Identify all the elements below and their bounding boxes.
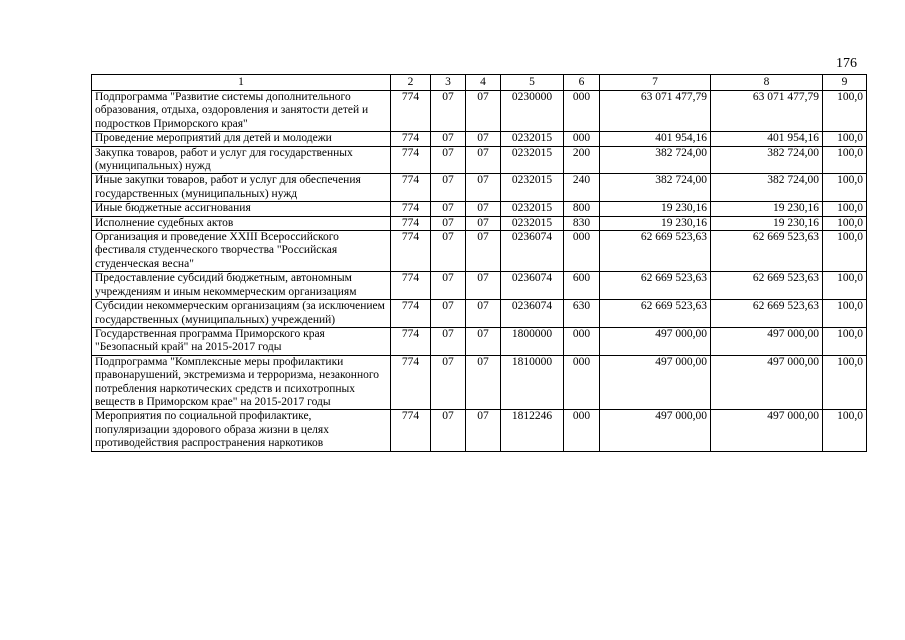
subsection-code: 07 [466,300,501,328]
expense-type-code: 000 [564,355,600,410]
executed-amount: 382 724,00 [711,174,823,202]
section-code: 07 [431,216,466,230]
executed-amount: 497 000,00 [711,327,823,355]
planned-amount: 401 954,16 [600,132,711,146]
row-name: Мероприятия по социальной профилактике, популяризации здорового образа жизни в целях противодействия распространения наркотиков [92,410,391,451]
subsection-code: 07 [466,355,501,410]
ministry-code: 774 [391,202,431,216]
expense-type-code: 800 [564,202,600,216]
ministry-code: 774 [391,231,431,272]
planned-amount: 497 000,00 [600,355,711,410]
section-code: 07 [431,327,466,355]
ministry-code: 774 [391,91,431,132]
page-number: 176 [836,56,857,71]
target-article-code: 0230000 [501,91,564,132]
executed-amount: 497 000,00 [711,355,823,410]
planned-amount: 62 669 523,63 [600,300,711,328]
column-header: 2 [391,75,431,91]
executed-amount: 382 724,00 [711,146,823,174]
target-article-code: 1810000 [501,355,564,410]
table-row [92,132,867,146]
expense-type-code: 830 [564,216,600,230]
column-header: 3 [431,75,466,91]
executed-amount: 401 954,16 [711,132,823,146]
ministry-code: 774 [391,327,431,355]
section-code: 07 [431,174,466,202]
table-row [92,202,867,216]
table-row [92,300,867,328]
planned-amount: 63 071 477,79 [600,91,711,132]
executed-amount: 19 230,16 [711,216,823,230]
execution-percent: 100,0 [823,132,867,146]
section-code: 07 [431,146,466,174]
execution-percent: 100,0 [823,216,867,230]
row-name: Предоставление субсидий бюджетным, автономным учреждениям и иным некоммерческим организациям [92,272,391,300]
target-article-code: 0232015 [501,132,564,146]
execution-percent: 100,0 [823,231,867,272]
expense-type-code: 000 [564,327,600,355]
column-header: 8 [711,75,823,91]
planned-amount: 382 724,00 [600,174,711,202]
subsection-code: 07 [466,272,501,300]
section-code: 07 [431,410,466,451]
execution-percent: 100,0 [823,327,867,355]
column-header: 9 [823,75,867,91]
expense-type-code: 000 [564,132,600,146]
ministry-code: 774 [391,272,431,300]
target-article-code: 0236074 [501,300,564,328]
row-name: Исполнение судебных актов [92,216,391,230]
row-name: Проведение мероприятий для детей и молодежи [92,132,391,146]
executed-amount: 19 230,16 [711,202,823,216]
execution-percent: 100,0 [823,146,867,174]
execution-percent: 100,0 [823,202,867,216]
column-header: 5 [501,75,564,91]
table-row [92,231,867,272]
row-name: Иные бюджетные ассигнования [92,202,391,216]
column-header: 1 [92,75,391,91]
subsection-code: 07 [466,216,501,230]
row-name: Подпрограмма "Развитие системы дополнительного образования, отдыха, оздоровления и занятости детей и подростков Приморского края" [92,91,391,132]
execution-percent: 100,0 [823,410,867,451]
row-name: Организация и проведение XXIII Всероссийского фестиваля студенческого творчества "Российская студенческая весна" [92,231,391,272]
table-row [92,146,867,174]
executed-amount: 62 669 523,63 [711,272,823,300]
table-row [92,327,867,355]
target-article-code: 0236074 [501,231,564,272]
expense-type-code: 630 [564,300,600,328]
expense-type-code: 240 [564,174,600,202]
row-name: Государственная программа Приморского края "Безопасный край" на 2015-2017 годы [92,327,391,355]
planned-amount: 497 000,00 [600,327,711,355]
section-code: 07 [431,272,466,300]
table-row [92,174,867,202]
header-row [92,75,867,91]
subsection-code: 07 [466,91,501,132]
subsection-code: 07 [466,231,501,272]
ministry-code: 774 [391,300,431,328]
subsection-code: 07 [466,174,501,202]
execution-percent: 100,0 [823,174,867,202]
column-header: 4 [466,75,501,91]
ministry-code: 774 [391,174,431,202]
subsection-code: 07 [466,132,501,146]
expense-type-code: 000 [564,91,600,132]
subsection-code: 07 [466,146,501,174]
execution-percent: 100,0 [823,300,867,328]
section-code: 07 [431,300,466,328]
planned-amount: 382 724,00 [600,146,711,174]
expense-type-code: 200 [564,146,600,174]
execution-percent: 100,0 [823,355,867,410]
column-header: 7 [600,75,711,91]
expense-type-code: 600 [564,272,600,300]
target-article-code: 1812246 [501,410,564,451]
subsection-code: 07 [466,202,501,216]
ministry-code: 774 [391,355,431,410]
subsection-code: 07 [466,410,501,451]
column-header: 6 [564,75,600,91]
executed-amount: 62 669 523,63 [711,300,823,328]
executed-amount: 62 669 523,63 [711,231,823,272]
target-article-code: 1800000 [501,327,564,355]
section-code: 07 [431,132,466,146]
target-article-code: 0232015 [501,146,564,174]
section-code: 07 [431,202,466,216]
planned-amount: 62 669 523,63 [600,272,711,300]
expense-type-code: 000 [564,231,600,272]
row-name: Иные закупки товаров, работ и услуг для обеспечения государственных (муниципальных) нужд [92,174,391,202]
budget-table [91,74,867,452]
execution-percent: 100,0 [823,272,867,300]
table-row [92,272,867,300]
ministry-code: 774 [391,146,431,174]
planned-amount: 62 669 523,63 [600,231,711,272]
section-code: 07 [431,231,466,272]
target-article-code: 0232015 [501,202,564,216]
expense-type-code: 000 [564,410,600,451]
section-code: 07 [431,91,466,132]
executed-amount: 497 000,00 [711,410,823,451]
planned-amount: 497 000,00 [600,410,711,451]
target-article-code: 0232015 [501,216,564,230]
ministry-code: 774 [391,132,431,146]
row-name: Подпрограмма "Комплексные меры профилактики правонарушений, экстремизма и терроризма, незаконного потребления наркотических средств и психотропных веществ в Приморском крае" на 2015-2017 годы [92,355,391,410]
target-article-code: 0236074 [501,272,564,300]
table-row [92,410,867,451]
table-row [92,91,867,132]
subsection-code: 07 [466,327,501,355]
planned-amount: 19 230,16 [600,202,711,216]
executed-amount: 63 071 477,79 [711,91,823,132]
table-row [92,216,867,230]
section-code: 07 [431,355,466,410]
execution-percent: 100,0 [823,91,867,132]
target-article-code: 0232015 [501,174,564,202]
planned-amount: 19 230,16 [600,216,711,230]
table-row [92,355,867,410]
ministry-code: 774 [391,410,431,451]
ministry-code: 774 [391,216,431,230]
row-name: Субсидии некоммерческим организациям (за исключением государственных (муниципальных) учреждений) [92,300,391,328]
row-name: Закупка товаров, работ и услуг для государственных (муниципальных) нужд [92,146,391,174]
